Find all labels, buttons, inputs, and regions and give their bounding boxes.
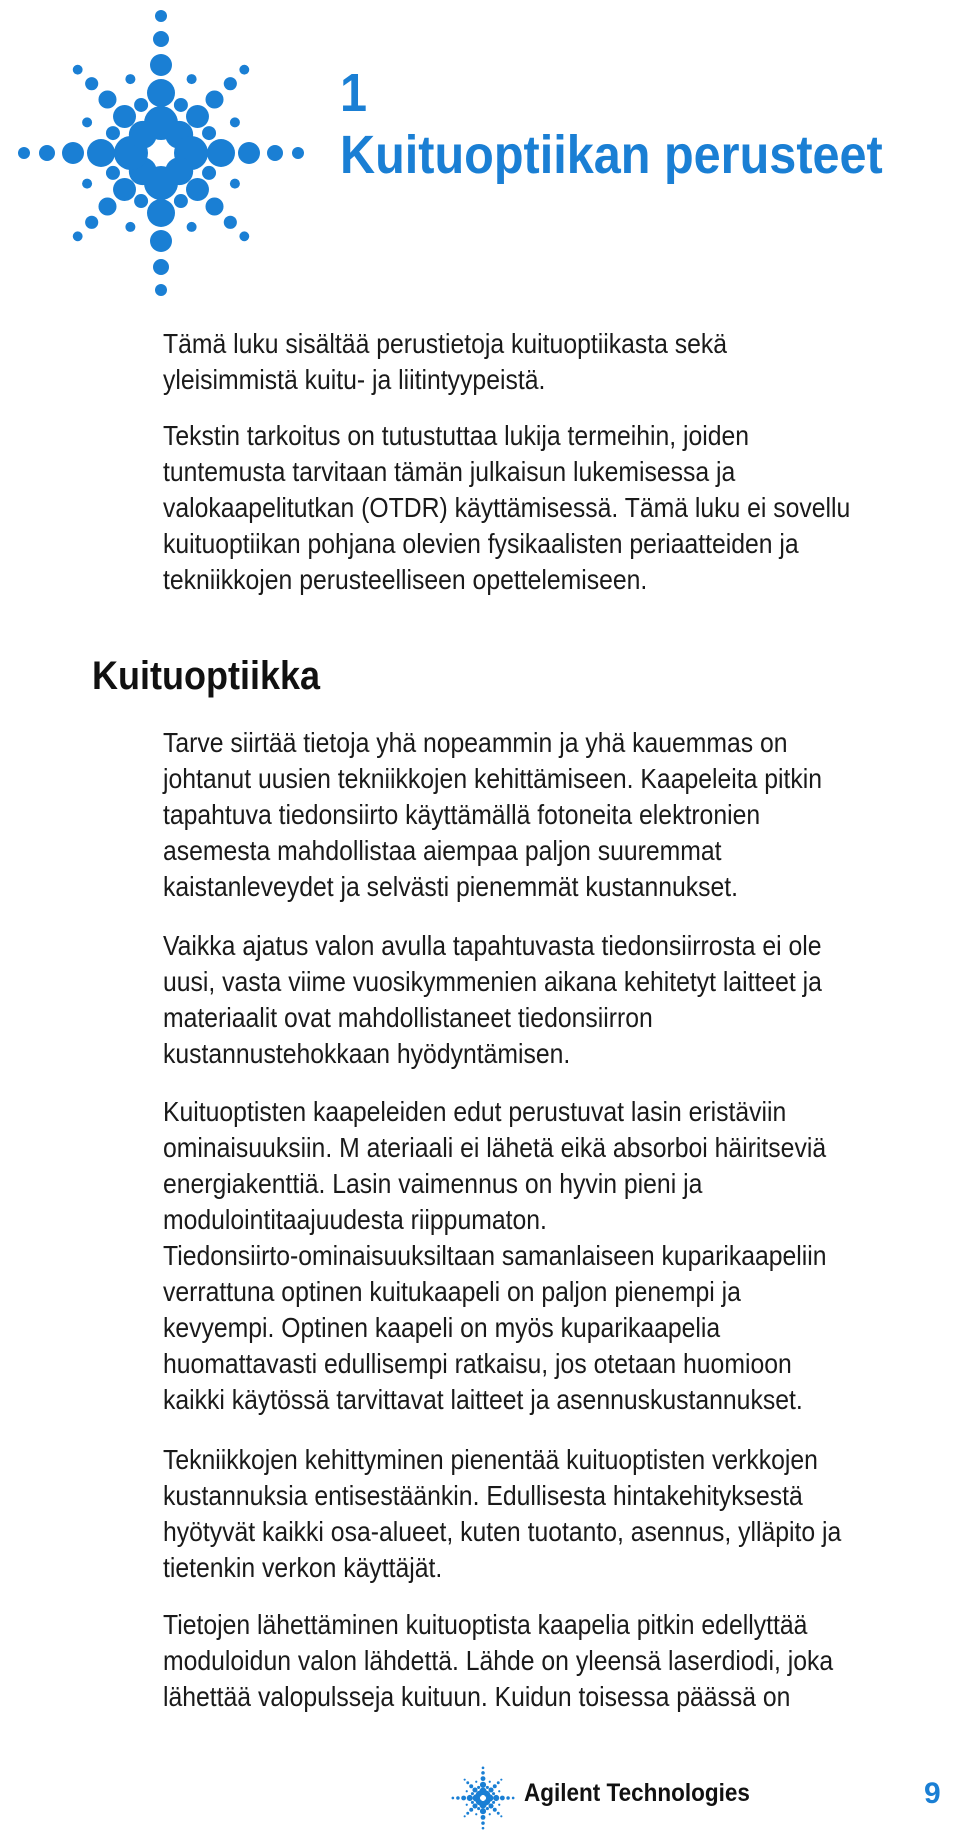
logo-dot: [482, 1767, 485, 1770]
logo-dot: [62, 142, 84, 164]
text-line: kevyempi. Optinen kaapeli on myös kuparikaapelia: [163, 1312, 721, 1343]
text-line: tietenkin verkon käyttäjät.: [163, 1552, 443, 1583]
text-line: Kuituoptisten kaapeleiden edut perustuvat lasin eristäviin: [163, 1096, 787, 1127]
text-line: moduloidun valon lähdettä. Lähde on yleensä laserdiodi, joka: [163, 1645, 834, 1676]
logo-dot: [466, 1781, 469, 1784]
logo-dot: [492, 1801, 495, 1804]
logo-dot: [481, 1776, 486, 1781]
logo-dot: [113, 178, 136, 201]
logo-dot: [85, 77, 98, 90]
logo-dot: [202, 126, 216, 140]
text-line: johtanut uusien tekniikkojen kehittämiseen. Kaapeleita pitkin: [163, 763, 823, 794]
logo-dot: [134, 194, 148, 208]
logo-dot: [489, 1804, 494, 1809]
logo-dot: [481, 1821, 485, 1825]
section-heading: Kuituoptiikka: [92, 654, 321, 698]
logo-dot: [224, 77, 237, 90]
text-line: verrattuna optinen kuitukaapeli on paljon pienempi ja: [163, 1276, 741, 1307]
logo-dot: [202, 166, 216, 180]
logo-dot: [187, 74, 197, 84]
logo-dot: [475, 1813, 477, 1815]
logo-dot: [498, 1804, 500, 1806]
logo-dot: [466, 1790, 468, 1792]
text-line: Vaikka ajatus valon avulla tapahtuvasta tiedonsiirrosta ei ole: [163, 930, 822, 961]
logo-dot: [482, 1827, 485, 1830]
logo-dot: [471, 1801, 474, 1804]
footer-brand-name: Agilent Technologies: [524, 1779, 750, 1807]
logo-dot: [489, 1813, 491, 1815]
logo-dot: [155, 284, 167, 296]
text-line: kustannuksia entisestäänkin. Edullisesta hintakehityksestä: [163, 1480, 803, 1511]
logo-dot: [239, 65, 249, 75]
logo-dot: [85, 216, 98, 229]
section-paragraph-4: [163, 1442, 874, 1586]
logo-dot: [481, 1771, 485, 1775]
text-line: Tekniikkojen kehittyminen pienentää kuituoptisten verkkojen: [163, 1444, 818, 1475]
chapter-heading: [340, 62, 883, 186]
logo-dot: [472, 1787, 477, 1792]
logo-dot: [456, 1796, 460, 1800]
text-line: materiaalit ovat mahdollistaneet tiedonsiirron: [163, 1002, 653, 1033]
logo-dot: [471, 1792, 474, 1795]
chapter-title: Kuituoptiikan perusteet: [340, 125, 883, 185]
logo-dot: [466, 1804, 468, 1806]
text-line: Tarve siirtää tietoja yhä nopeammin ja yhä kauemmas on: [163, 727, 788, 758]
logo-dot: [500, 1815, 502, 1817]
logo-dot: [150, 54, 172, 76]
logo-dot: [230, 117, 240, 127]
logo-dot: [480, 1782, 486, 1788]
text-line: huomattavasti edullisempi ratkaisu, jos otetaan huomioon: [163, 1348, 792, 1379]
logo-dot: [174, 194, 188, 208]
text-line: yleisimmistä kuitu- ja liitintyypeistä.: [163, 364, 546, 395]
logo-dot: [186, 178, 209, 201]
text-line: ominaisuuksiin. M ateriaali ei lähetä eikä absorboi häiritseviä: [163, 1132, 827, 1163]
intro-paragraph-1: [163, 326, 874, 398]
logo-dot: [497, 1812, 500, 1815]
logo-dot: [205, 90, 223, 108]
logo-dot: [186, 105, 209, 128]
logo-dot: [467, 1795, 473, 1801]
text-line: modulointitaajuudesta riippumaton.: [163, 1204, 547, 1235]
logo-dot: [500, 1779, 502, 1781]
logo-dot: [125, 222, 135, 232]
logo-dot: [489, 1781, 491, 1783]
logo-dot: [73, 231, 83, 241]
logo-dot: [461, 1796, 466, 1801]
logo-dot: [155, 10, 167, 22]
logo-dot: [500, 1796, 505, 1801]
logo-dot: [464, 1815, 466, 1817]
logo-dot: [205, 197, 223, 215]
logo-dot: [292, 147, 304, 159]
logo-dot: [267, 145, 283, 161]
text-line: kaikki käytössä tarvittavat laitteet ja asennuskustannukset.: [163, 1384, 803, 1415]
logo-dot: [230, 179, 240, 189]
logo-dot: [153, 31, 169, 47]
logo-dot: [113, 105, 136, 128]
agilent-spark-logo-icon: [448, 1765, 518, 1831]
logo-dot: [18, 147, 30, 159]
logo-dot: [469, 1808, 473, 1812]
logo-dot: [498, 1790, 500, 1792]
logo-dot: [472, 1804, 477, 1809]
text-line: kuituoptiikan pohjana olevien fysikaalisten periaatteiden ja: [163, 528, 799, 559]
logo-dot: [238, 142, 260, 164]
text-line: kaistanleveydet ja selvästi pienemmät kustannukset.: [163, 871, 739, 902]
logo-dot: [134, 98, 148, 112]
logo-dot: [493, 1795, 499, 1801]
logo-dot: [39, 145, 55, 161]
logo-dot: [466, 1812, 469, 1815]
text-line: hyötyvät kaikki osa-alueet, kuten tuotanto, asennus, ylläpito ja: [163, 1516, 842, 1547]
logo-dot: [469, 1784, 473, 1788]
text-line: tapahtuva tiedonsiirto käyttämällä fotoneita elektronien: [163, 799, 761, 830]
page-footer: [0, 1765, 960, 1825]
logo-dot: [174, 98, 188, 112]
logo-dot: [497, 1781, 500, 1784]
logo-dot: [147, 79, 175, 107]
logo-dot: [452, 1797, 455, 1800]
text-line: kustannustehokkaan hyödyntämisen.: [163, 1038, 571, 1069]
text-line: Tekstin tarkoitus on tutustuttaa lukija termeihin, joiden: [163, 420, 750, 451]
logo-dot: [147, 199, 175, 227]
logo-dot: [475, 1781, 477, 1783]
section-paragraph-3: [163, 1094, 874, 1418]
logo-dot: [239, 231, 249, 241]
logo-dot: [477, 1786, 480, 1789]
logo-dot: [493, 1784, 497, 1788]
logo-dot: [481, 1815, 486, 1820]
agilent-spark-logo-icon: [8, 8, 318, 298]
logo-dot: [486, 1807, 489, 1810]
logo-dot: [493, 1808, 497, 1812]
text-line: uusi, vasta viime vuosikymmenien aikana kehitetyt laitteet ja: [163, 966, 822, 997]
logo-dot: [153, 259, 169, 275]
logo-dot: [106, 166, 120, 180]
chapter-number: 1: [340, 63, 368, 123]
logo-dot: [106, 126, 120, 140]
logo-dot: [129, 121, 157, 149]
logo-dot: [207, 139, 235, 167]
text-line: energiakenttiä. Lasin vaimennus on hyvin pieni ja: [163, 1168, 703, 1199]
text-line: lähettää valopulsseja kuituun. Kuidun toisessa päässä on: [163, 1681, 791, 1712]
intro-paragraph-2: [163, 418, 874, 598]
section-paragraph-1: [163, 725, 874, 905]
page-number: 9: [924, 1777, 941, 1810]
logo-dot: [506, 1796, 510, 1800]
text-line: tekniikkojen perusteelliseen opettelemiseen.: [163, 564, 648, 595]
logo-dot: [486, 1786, 489, 1789]
logo-dot: [150, 230, 172, 252]
logo-dot: [512, 1797, 515, 1800]
section-paragraph-2: [163, 928, 874, 1072]
logo-dot: [224, 216, 237, 229]
text-line: Tietojen lähettäminen kuituoptista kaapelia pitkin edellyttää: [163, 1609, 808, 1640]
logo-dot: [492, 1792, 495, 1795]
logo-dot: [489, 1787, 494, 1792]
logo-dot: [82, 117, 92, 127]
logo-dot: [477, 1807, 480, 1810]
text-line: tuntemusta tarvitaan tämän julkaisun lukemisessa ja: [163, 456, 736, 487]
text-line: Tiedonsiirto-ominaisuuksiltaan samanlaiseen kuparikaapeliin: [163, 1240, 827, 1271]
text-line: Tämä luku sisältää perustietoja kuituoptiikasta sekä: [163, 328, 728, 359]
text-line: valokaapelitutkan (OTDR) käyttämisessä. Tämä luku ei sovellu: [163, 492, 851, 523]
logo-dot: [98, 90, 116, 108]
logo-dot: [480, 1808, 486, 1814]
logo-dot: [476, 1791, 482, 1797]
text-line: asemesta mahdollistaa aiempaa paljon suuremmat: [163, 835, 722, 866]
logo-dot: [464, 1779, 466, 1781]
logo-dot: [73, 65, 83, 75]
logo-dot: [125, 74, 135, 84]
section-paragraph-5: [163, 1607, 874, 1715]
logo-dot: [82, 179, 92, 189]
logo-dot: [187, 222, 197, 232]
logo-dot: [98, 197, 116, 215]
logo-dot: [87, 139, 115, 167]
